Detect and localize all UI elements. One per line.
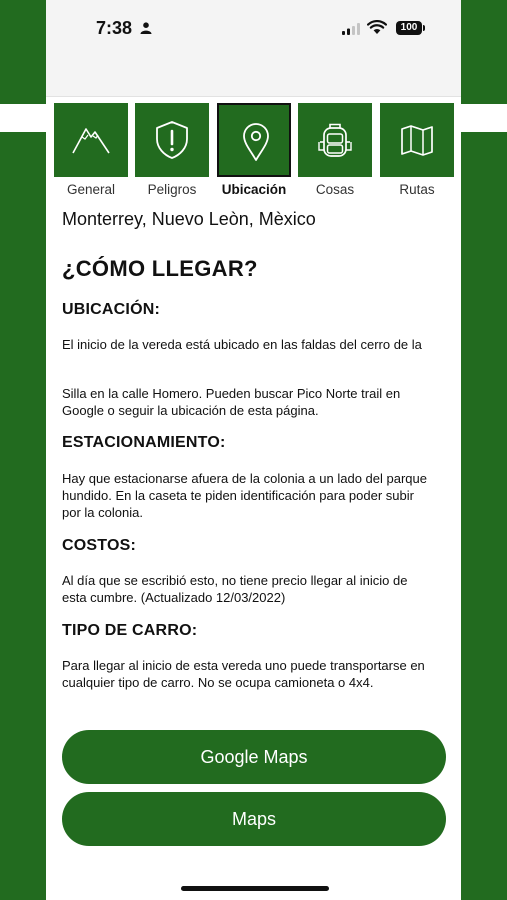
tab-rutas[interactable] xyxy=(380,103,454,201)
location-pin-icon xyxy=(236,122,276,162)
navigation-bar xyxy=(46,60,461,97)
paragraph-estacionamiento: Hay que estacionarse afuera de la colonia a un lado del parque hundido. En la caseta te piden identificación para poder subir por la colonia. xyxy=(62,471,427,520)
mountain-icon xyxy=(71,120,111,160)
tab-cosas[interactable] xyxy=(298,103,372,201)
page-heading: ¿CÓMO LLEGAR? xyxy=(62,256,258,281)
tab-peligros[interactable] xyxy=(135,103,209,201)
person-icon xyxy=(140,22,152,34)
battery-icon xyxy=(396,21,426,36)
status-time: 7:38 xyxy=(96,18,133,38)
status-bar xyxy=(46,0,461,60)
wifi-icon xyxy=(367,20,387,35)
section-title-ubicacion: UBICACIÓN: xyxy=(62,301,160,318)
battery-level: 100 xyxy=(396,21,422,35)
warning-shield-icon xyxy=(152,120,192,160)
left-background-strip xyxy=(0,0,46,900)
tab-label: Ubicación xyxy=(221,182,287,197)
location-text: Monterrey, Nuevo Leòn, Mèxico xyxy=(62,209,316,229)
paragraph-tipo-carro: Para llegar al inicio de esta vereda uno puede transportarse en cualquier tipo de carro. No se ocupa camioneta o 4x4. xyxy=(62,658,425,690)
phone-screen xyxy=(46,0,461,900)
paragraph-costos: Al día que se escribió esto, no tiene precio llegar al inicio de esta cumbre. (Actualizado 12/03/2022) xyxy=(62,573,408,605)
paragraph-ubicacion-1: El inicio de la vereda está ubicado en las faldas del cerro de la xyxy=(62,337,422,352)
section-title-tipo-carro: TIPO DE CARRO: xyxy=(62,622,198,639)
tab-label: Rutas xyxy=(399,182,435,197)
paragraph-ubicacion-2: Silla en la calle Homero. Pueden buscar Pico Norte trail en Google o seguir la ubicación de esta página. xyxy=(62,386,401,418)
section-title-costos: COSTOS: xyxy=(62,537,137,554)
cellular-signal-icon xyxy=(342,23,360,35)
map-icon xyxy=(397,120,437,160)
tab-general[interactable] xyxy=(54,103,128,201)
section-tabs xyxy=(54,103,454,201)
maps-button[interactable]: Maps xyxy=(62,792,446,846)
section-title-estacionamiento: ESTACIONAMIENTO: xyxy=(62,434,226,451)
backpack-icon xyxy=(315,120,355,160)
home-indicator[interactable] xyxy=(181,886,329,891)
tab-ubicacion[interactable] xyxy=(217,103,291,201)
right-background-strip xyxy=(461,0,507,900)
google-maps-button[interactable]: Google Maps xyxy=(62,730,446,784)
tab-label: Peligros xyxy=(147,182,197,197)
tab-label: General xyxy=(66,182,116,197)
tab-label: Cosas xyxy=(315,182,355,197)
